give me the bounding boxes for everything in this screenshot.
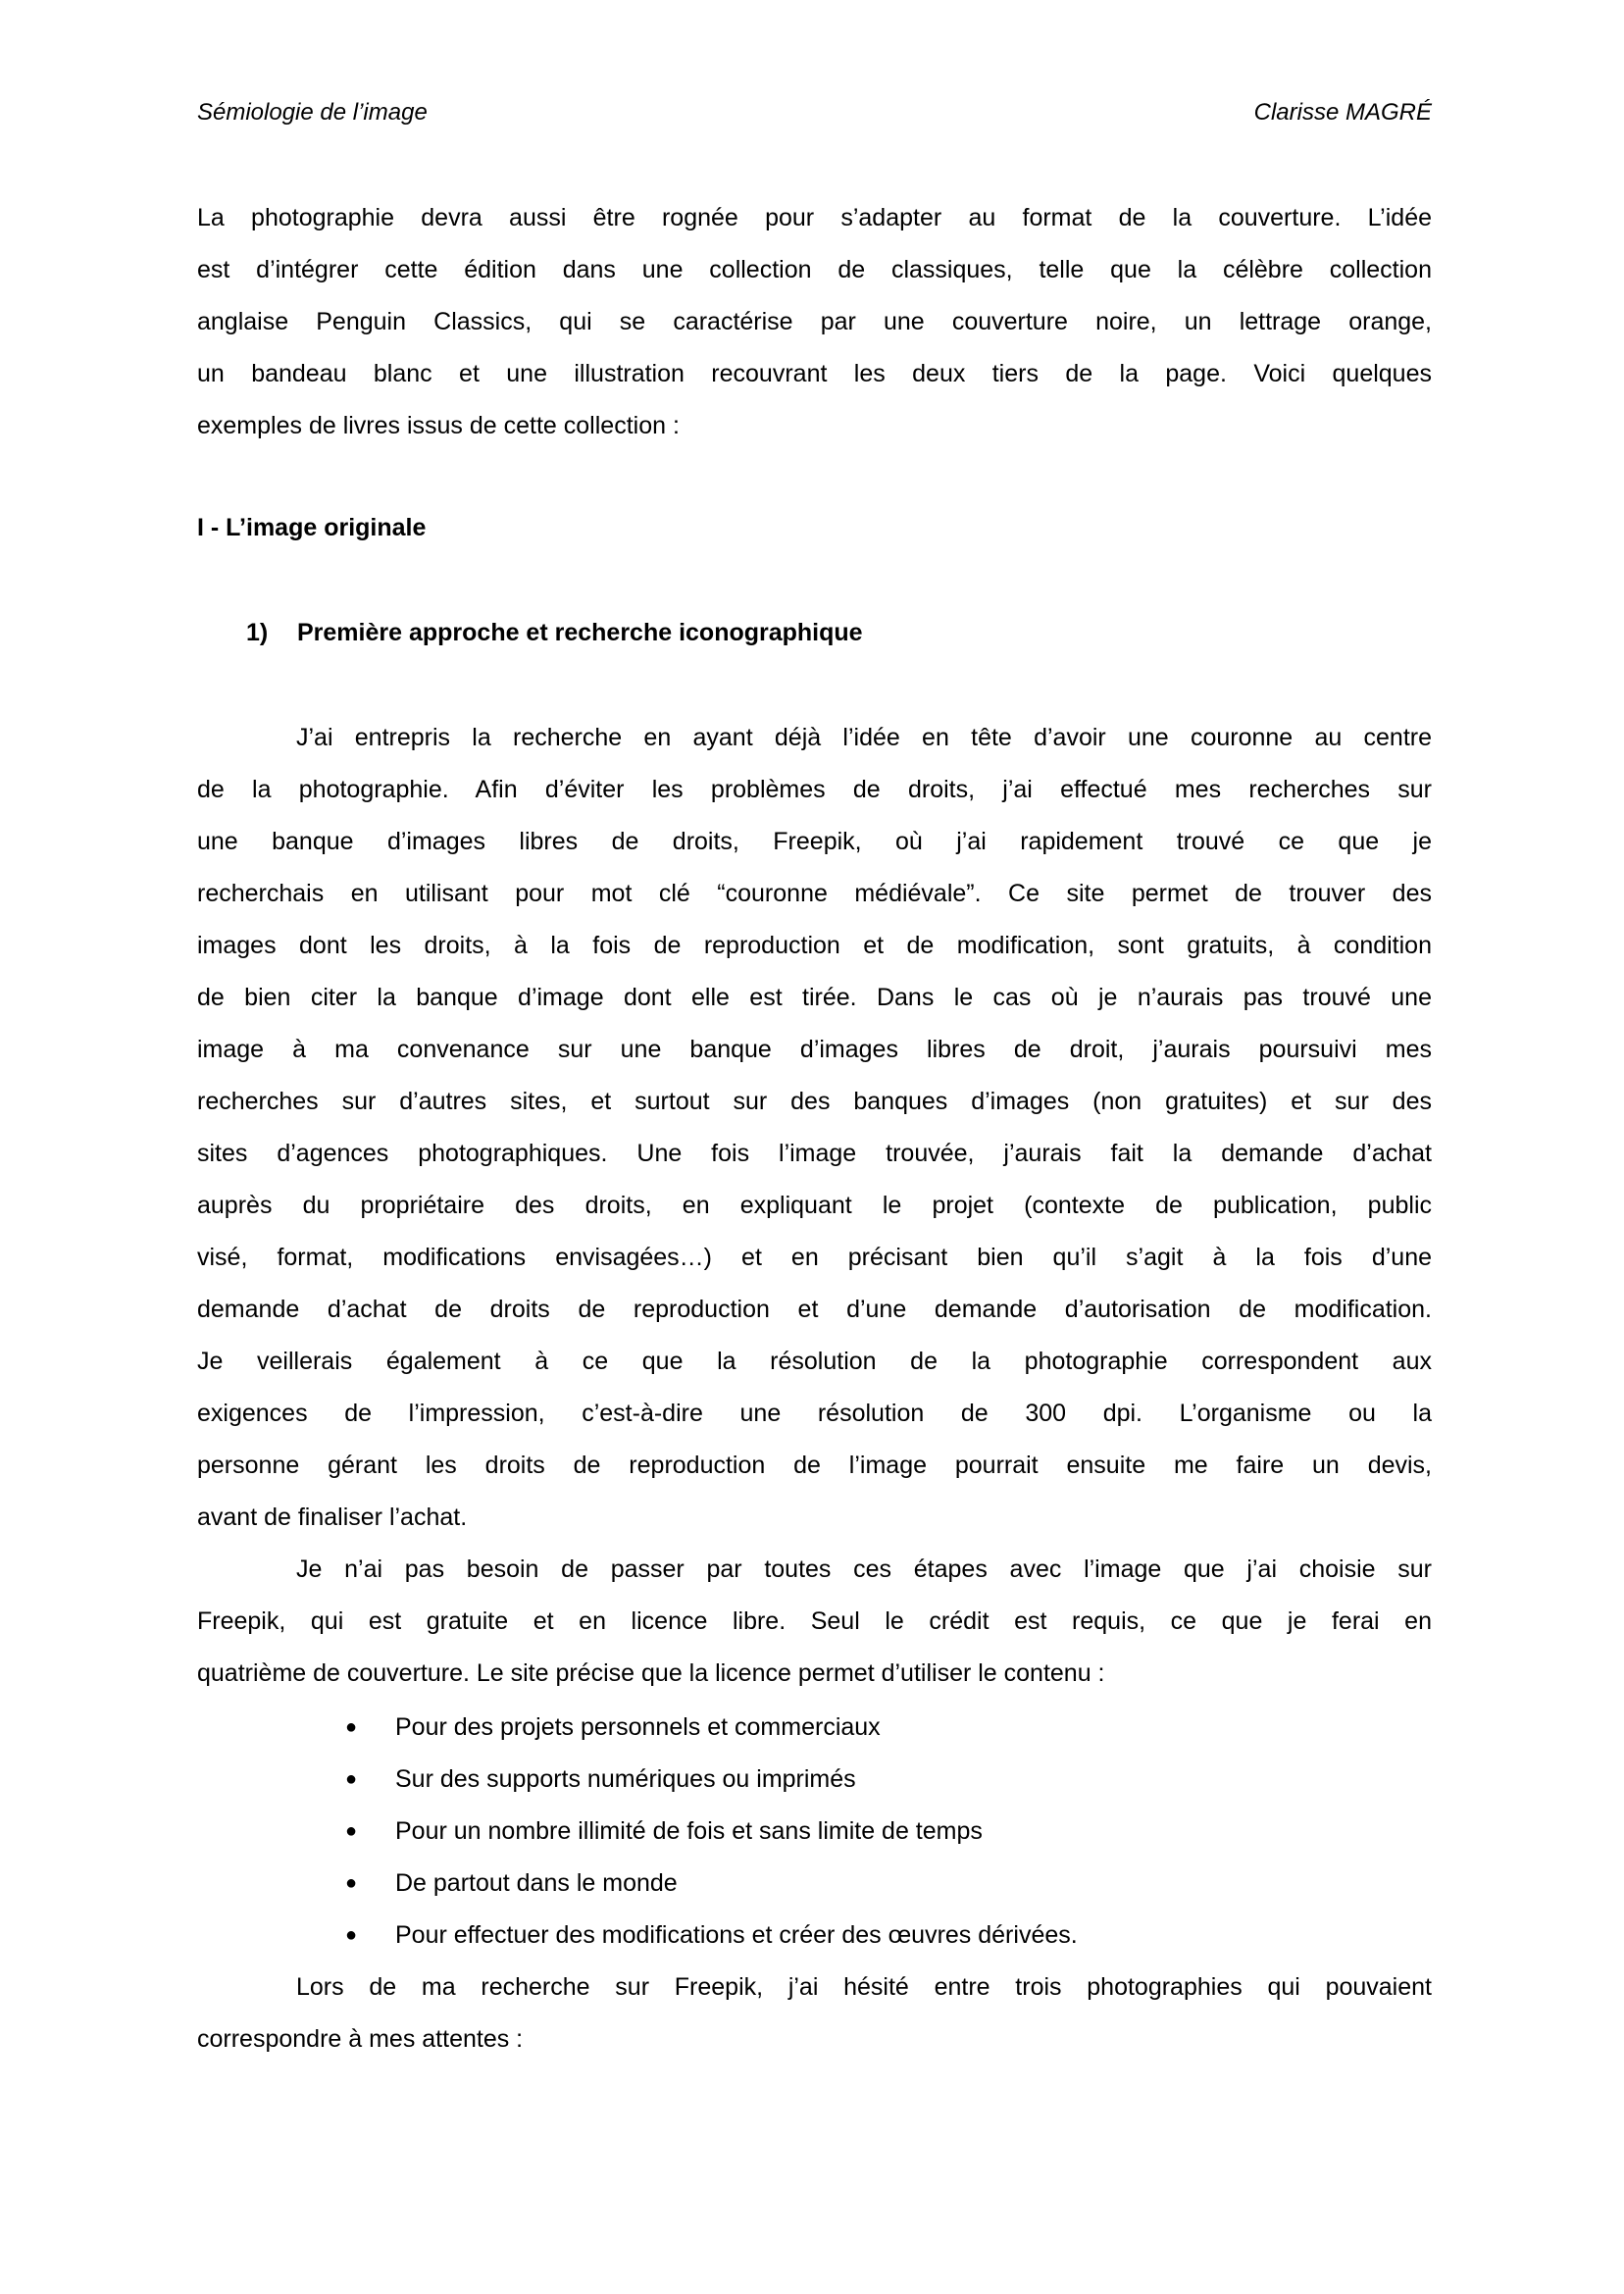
list-item [345,1858,1078,1910]
text-line: auprès du propriétaire des droits, en expliquant le projet (contexte de publication, public [197,1192,1432,1219]
text-line: un bandeau blanc et une illustration recouvrant les deux tiers de la page. Voici quelques [197,360,1432,387]
text-line: exemples de livres issus de cette collection : [197,412,680,439]
text-line: est d’intégrer cette édition dans une collection de classiques, telle que la célèbre collection [197,256,1432,283]
text-line: Je veillerais également à ce que la résolution de la photographie correspondent aux [197,1348,1432,1375]
text-line: de la photographie. Afin d’éviter les problèmes de droits, j’ai effectué mes recherches sur [197,776,1432,803]
bullet-icon: ● [345,1820,358,1842]
text-line: une banque d’images libres de droits, Freepik, où j’ai rapidement trouvé ce que je [197,828,1432,855]
bullet-icon: ● [345,1924,358,1946]
list-item [345,1806,1078,1858]
text-line: exigences de l’impression, c’est-à-dire une résolution de 300 dpi. L’organisme ou la [197,1400,1432,1427]
list-item-text: Pour des projets personnels et commerciaux [395,1713,881,1741]
text-line: correspondre à mes attentes : [197,2025,524,2053]
text-line: Lors de ma recherche sur Freepik, j’ai hésité entre trois photographies qui pouvaient [296,1973,1432,2001]
text-line: recherches sur d’autres sites, et surtout sur des banques d’images (non gratuites) et sur des [197,1088,1432,1115]
bullet-icon: ● [345,1872,358,1894]
license-bullet-list [345,1702,1078,1962]
text-line: Freepik, qui est gratuite et en licence libre. Seul le crédit est requis, ce que je ferai en [197,1607,1432,1635]
body-paragraph-2 [197,1544,1432,1700]
text-line: de bien citer la banque d’image dont elle est tirée. Dans le cas où je n’aurais pas trouvé une [197,984,1432,1011]
subsection-heading [246,615,863,650]
text-line: personne gérant les droits de reproduction de l’image pourrait ensuite me faire un devis, [197,1452,1432,1479]
body-paragraph-3 [197,1962,1432,2065]
list-item-text: De partout dans le monde [395,1869,678,1897]
text-line: J’ai entrepris la recherche en ayant déjà l’idée en tête d’avoir une couronne au centre [296,724,1432,751]
text-line: visé, format, modifications envisagées…) et en précisant bien qu’il s’agit à la fois d’une [197,1244,1432,1271]
list-item [345,1702,1078,1754]
text-line: anglaise Penguin Classics, qui se caractérise par une couverture noire, un lettrage orange, [197,308,1432,335]
list-item-text: Sur des supports numériques ou imprimés [395,1765,856,1793]
body-paragraph-1 [197,712,1432,1544]
text-line: Je n’ai pas besoin de passer par toutes ces étapes avec l’image que j’ai choisie sur [296,1555,1432,1583]
bullet-icon: ● [345,1716,358,1738]
text-line: demande d’achat de droits de reproduction et d’une demande d’autorisation de modification. [197,1296,1432,1323]
running-header-title: Sémiologie de l’image [197,99,428,126]
list-item-text: Pour un nombre illimité de fois et sans limite de temps [395,1817,983,1845]
intro-paragraph [197,192,1432,452]
list-item [345,1754,1078,1806]
list-item-text: Pour effectuer des modifications et créer des œuvres dérivées. [395,1921,1078,1949]
text-line: image à ma convenance sur une banque d’images libres de droit, j’aurais poursuivi mes [197,1036,1432,1063]
text-line: images dont les droits, à la fois de reproduction et de modification, sont gratuits, à condition [197,932,1432,959]
text-line: avant de finaliser l’achat. [197,1504,468,1531]
text-line: La photographie devra aussi être rognée pour s’adapter au format de la couverture. L’idée [197,204,1432,231]
text-line: quatrième de couverture. Le site précise que la licence permet d’utiliser le contenu : [197,1659,1105,1687]
subsection-title: Première approche et recherche iconographique [297,619,863,646]
text-line: sites d’agences photographiques. Une fois l’image trouvée, j’aurais fait la demande d’achat [197,1140,1432,1167]
bullet-icon: ● [345,1768,358,1790]
section-heading: I - L’image originale [197,514,427,541]
text-line: recherchais en utilisant pour mot clé “couronne médiévale”. Ce site permet de trouver des [197,880,1432,907]
subsection-number: 1) [246,619,269,646]
running-header-author: Clarisse MAGRÉ [1253,99,1432,126]
list-item [345,1910,1078,1962]
